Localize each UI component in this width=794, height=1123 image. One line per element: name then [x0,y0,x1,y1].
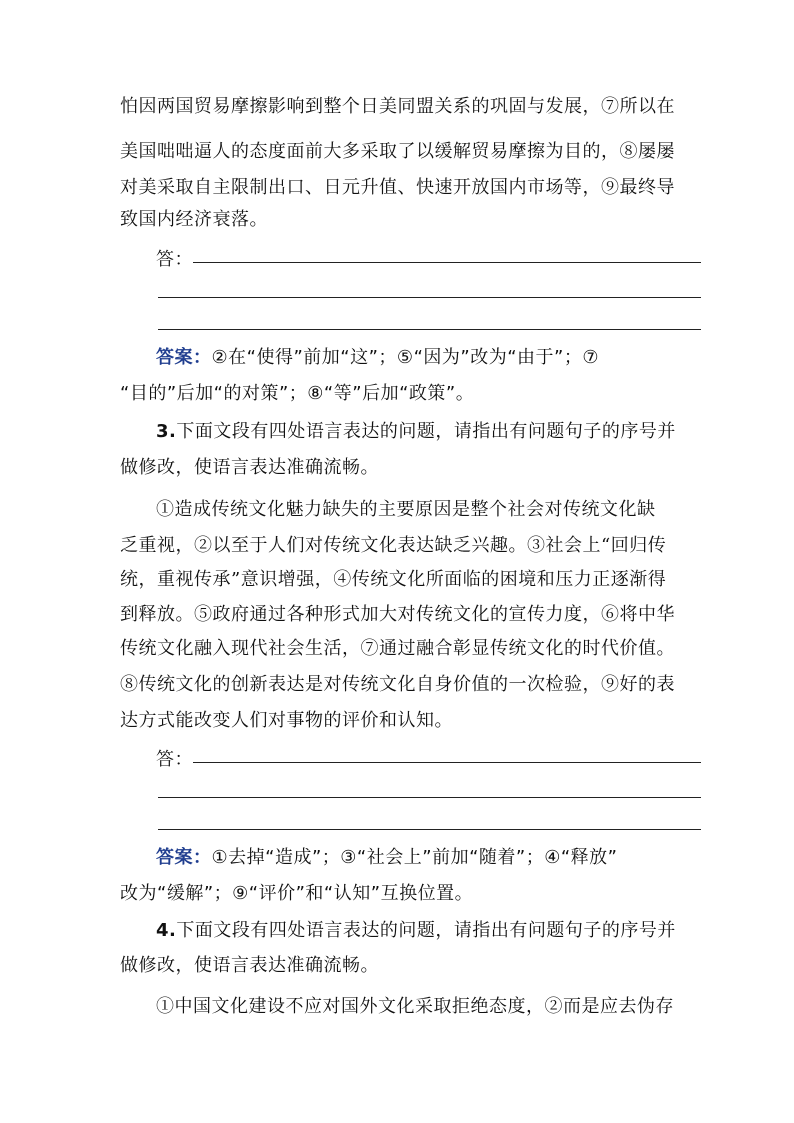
answer-blank-line[interactable] [158,797,701,798]
passage3-line-3: 统，重视传承”意识增强，④传统文化所面临的困境和压力正逐渐得 [120,569,667,590]
answer-prompt-2: 答： [156,249,193,270]
question4-text-1: 下面文段有四处语言表达的问题，请指出有问题句子的序号并 [176,920,676,941]
passage3-line-7: 达方式能改变人们对事物的评价和认知。 [120,710,453,731]
answer-blank-line[interactable] [158,329,701,330]
question4-line-2: 做修改，使语言表达准确流畅。 [120,955,379,976]
question3-line-2: 做修改，使语言表达准确流畅。 [120,457,379,478]
question3-text-1: 下面文段有四处语言表达的问题，请指出有问题句子的序号并 [176,421,676,442]
passage3-line-6: ⑧传统文化的创新表达是对传统文化自身价值的一次检验，⑨好的表 [120,674,675,695]
answer3-text-1: ①去掉“造成”；③“社会上”前加“随着”；④“释放” [211,847,618,868]
passage2-line-3: 对美采取自主限制出口、日元升值、快速开放国内市场等，⑨最终导 [120,177,675,198]
answer3-line-1 [156,843,716,869]
passage3-line-1: ①造成传统文化魅力缺失的主要原因是整个社会对传统文化缺 [156,499,656,520]
answer-label: 答案： [156,347,212,368]
answer2-line-2: “目的”后加“的对策”；⑧“等”后加“政策”。 [120,383,475,404]
passage4-line-1: ①中国文化建设不应对国外文化采取拒绝态度，②而是应去伪存 [156,996,674,1017]
passage2-line-4: 致国内经济衰落。 [120,209,268,230]
answer3-line-2: 改为“缓解”；⑨“评价”和“认知”互换位置。 [120,883,474,904]
answer-blank-line[interactable] [158,829,701,830]
answer-blank-line[interactable] [193,762,701,763]
question-number: 3. [156,421,177,442]
answer2-text-1: ②在“使得”前加“这”；⑤“因为”改为“由于”；⑦ [211,347,600,368]
question3-line-1 [156,417,716,443]
passage2-line-1: 怕因两国贸易摩擦影响到整个日美同盟关系的巩固与发展，⑦所以在 [120,96,675,117]
answer-label: 答案： [156,847,212,868]
answer-blank-line[interactable] [193,262,701,263]
answer2-line-1 [156,343,716,369]
passage2-line-2: 美国咄咄逼人的态度面前大多采取了以缓解贸易摩擦为目的，⑧屡屡 [120,141,675,162]
question-number: 4. [156,920,177,941]
passage3-line-2: 乏重视，②以至于人们对传统文化表达缺乏兴趣。③社会上“回归传 [120,535,667,556]
passage3-line-5: 传统文化融入现代社会生活，⑦通过融合彰显传统文化的时代价值。 [120,638,675,659]
answer-blank-line[interactable] [158,297,701,298]
question4-line-1 [156,916,716,942]
passage3-line-4: 到释放。⑤政府通过各种形式加大对传统文化的宣传力度，⑥将中华 [120,604,675,625]
answer-prompt-3: 答： [156,749,193,770]
